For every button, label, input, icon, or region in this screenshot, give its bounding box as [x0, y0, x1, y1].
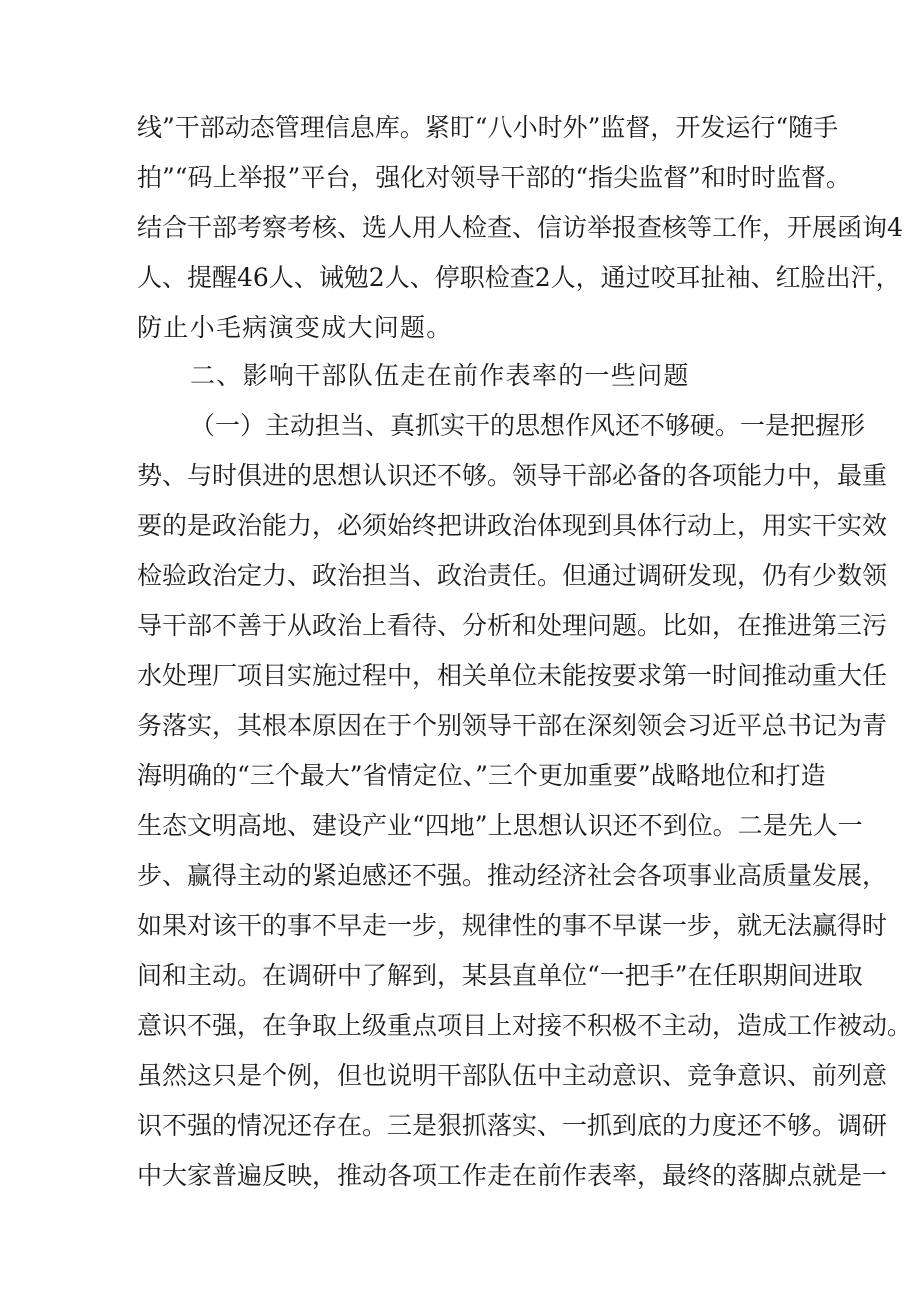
- body-text-line: 结合干部考察考核、选人用人检查、信访举报查核等工作，开展函询4: [137, 213, 903, 242]
- body-text-line: 海明确的“三个最大”省情定位、”三个更加重要”战略地位和打造: [137, 761, 826, 790]
- body-text-line: 中大家普遍反映，推动各项工作走在前作表率，最终的落脚点就是一: [137, 1161, 888, 1190]
- body-text-line: 导干部不善于从政治上看待、分析和处理问题。比如，在推进第三污: [137, 611, 888, 640]
- body-text-line: 防止小毛病演变成大问题。: [137, 313, 453, 342]
- body-text-line: 势、与时俱进的思想认识还不够。领导干部必备的各项能力中，最重: [137, 461, 888, 490]
- section-heading: 二、影响干部队伍走在前作表率的一些问题: [190, 361, 690, 390]
- body-text-line: 识不强的情况还存在。三是狠抓落实、一抓到底的力度还不够。调研: [137, 1111, 888, 1140]
- body-text-line: 线”干部动态管理信息库。紧盯“八小时外”监督，开发运行“随手: [137, 113, 839, 142]
- body-text-line: 检验政治定力、政治担当、政治责任。但通过调研发现，仍有少数领: [137, 561, 888, 590]
- body-text-line: 拍”“码上举报”平台，强化对领导干部的“指尖监督”和时时监督。: [137, 163, 851, 192]
- body-text-line: 间和主动。在调研中了解到，某县直单位“一把手”在任职期间进取: [137, 961, 863, 990]
- body-text-line: 人、提醒46人、诫勉2人、停职检查2人，通过咬耳扯袖、红脸出汗，: [137, 263, 901, 292]
- body-text-line: 意识不强，在争取上级重点项目上对接不积极不主动，造成工作被动。: [137, 1011, 913, 1040]
- body-text-line: 务落实，其根本原因在于个别领导干部在深刻领会习近平总书记为青: [137, 711, 888, 740]
- body-text-line: 生态文明高地、建设产业“四地”上思想认识还不到位。二是先人一: [137, 811, 863, 840]
- body-text-line: 虽然这只是个例，但也说明干部队伍中主动意识、竞争意识、前列意: [137, 1061, 888, 1090]
- body-text-line: 步、赢得主动的紧迫感还不强。推动经济社会各项事业高质量发展，: [137, 861, 888, 890]
- body-text-line: 水处理厂项目实施过程中，相关单位未能按要求第一时间推动重大任: [137, 661, 888, 690]
- subsection-heading-line: （一）主动担当、真抓实干的思想作风还不够硬。一是把握形: [190, 411, 866, 440]
- body-text-line: 要的是政治能力，必须始终把讲政治体现到具体行动上，用实干实效: [137, 511, 888, 540]
- body-text-line: 如果对该干的事不早走一步，规律性的事不早谋一步，就无法赢得时: [137, 911, 888, 940]
